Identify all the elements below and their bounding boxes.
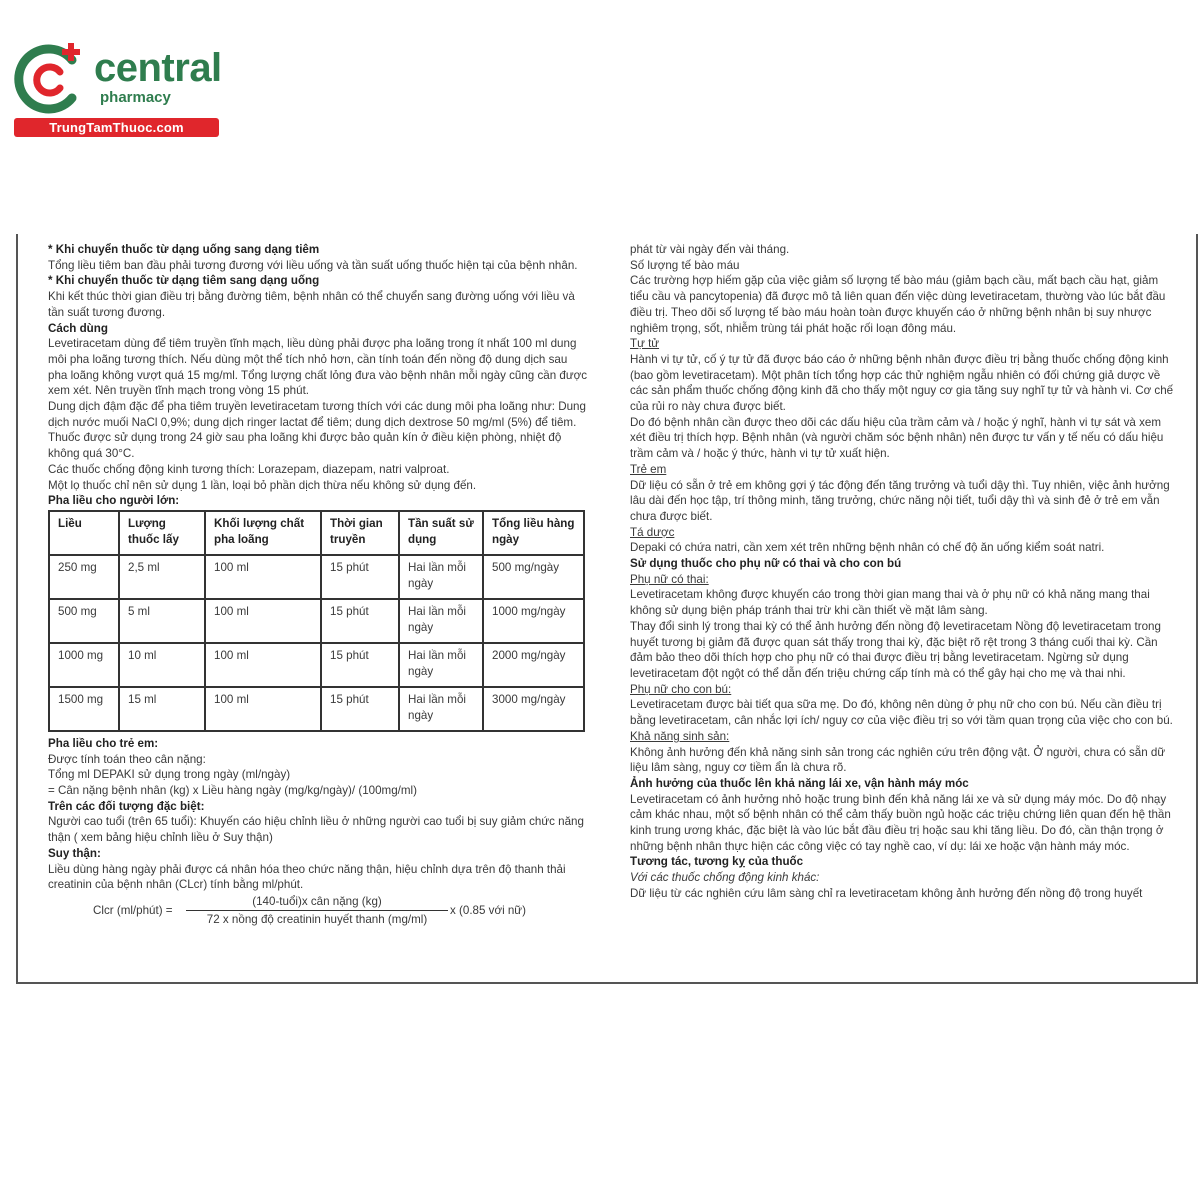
table-cell: 100 ml [205,687,321,731]
table-cell: 100 ml [205,643,321,687]
paragraph: Các trường hợp hiếm gặp của việc giảm số lượng tế bào máu (giảm bạch cầu, mất bạch cầu hạt, giảm tiểu cầu và pancytopenia) đã được mô tả liên quan đến việc dùng levetiracetam, thường vào lúc bắt đầu điều trị. Theo dõi số lượng tế bào máu hoàn toàn được khuyến cáo ở những bệnh nhân bị suy nhược nghiêm trọng, sốt, nhiễm trùng tái phát hoặc rối loạn đông máu. [630,274,1166,335]
subheading-blood-cells: Số lượng tế bào máu [630,258,740,272]
paragraph: Một lọ thuốc chỉ nên sử dụng 1 lần, loại bỏ phần dịch thừa nếu không sử dụng đến. [48,478,477,492]
heading-injection-to-oral: * Khi chuyển thuốc từ dạng tiêm sang dạng uống [48,274,320,288]
heading-driving: Ảnh hưởng của thuốc lên khả năng lái xe, vận hành máy móc [630,776,969,790]
paragraph: Do đó bệnh nhân cần được theo dõi các dấu hiệu của trầm cảm và / hoặc ý nghĩ, hành vi tự sát và xem xét điều trị thích hợp. Bệnh nhân (và người chăm sóc bệnh nhân) nên được tư vấn y tế nếu có dấu hiệu trầm cảm và / hoặc ý thức, hành vi tự tử xuất hiện. [630,415,1164,461]
paragraph: Tổng ml DEPAKI sử dụng trong ngày (ml/ngày) [48,768,291,782]
heading-oral-to-injection: * Khi chuyển thuốc từ dạng uống sang dạng tiêm [48,243,320,256]
table-cell: 100 ml [205,599,321,643]
table-cell: 100 ml [205,555,321,599]
table-header-cell: Liều [49,511,119,555]
logo-name: central [94,46,222,90]
table-cell: Hai lần mỗi ngày [399,555,483,599]
table-cell: 2000 mg/ngày [483,643,584,687]
subheading-excipients: Tá dược [630,525,675,539]
logo-subtitle: pharmacy [100,89,171,106]
paragraph: Không ảnh hưởng đến khả năng sinh sản trong các nghiên cứu trên động vật. Ở người, chưa có sẵn dữ liệu lâm sàng, nguy cơ tiềm ẩn là chưa rõ. [630,745,1166,775]
formula-lhs: Clcr (ml/phút) = [93,903,173,917]
heading-pregnancy-lactation: Sử dụng thuốc cho phụ nữ có thai và cho con bú [630,557,902,571]
paragraph: Levetiracetam được bài tiết qua sữa mẹ. Do đó, không nên dùng ở phụ nữ cho con bú. Nếu cần điều trị bằng levetiracetam, cân nhắc lợi ích/ nguy cơ của việc điều trị so với tầm quan trọng của việc cho con bú. [630,698,1173,728]
paragraph: Được tính toán theo cân nặng: [48,752,206,766]
creatinine-clearance-formula [48,894,588,930]
heading-interactions: Tương tác, tương kỵ của thuốc [630,855,804,869]
table-cell: 15 phút [321,555,399,599]
table-header-row [49,511,584,555]
paragraph: phát từ vài ngày đến vài tháng. [630,243,790,256]
paragraph: Hành vi tự tử, cố ý tự tử đã được báo cáo ở những bệnh nhân được điều trị bằng thuốc chống động kinh (bao gồm levetiracetam). Một phân tích tổng hợp các thử nghiệm ngẫu nhiên có đối chứng giả dược về các sản phẩm thuốc chống động kinh đã cho thấy một nguy cơ gia tăng suy nghĩ tự tử và hành vi. Cơ chế của rủi ro này chưa được biết. [630,352,1174,414]
paragraph: Liều dùng hàng ngày phải được cá nhân hóa theo chức năng thận, hiệu chỉnh dựa trên độ thanh thải creatinin của bệnh nhân (CLcr) tính bằng ml/phút. [48,862,566,892]
table-header-cell: Thời gian truyền [321,511,399,555]
table-header-cell: Khối lượng chất pha loãng [205,511,321,555]
subheading-children: Trẻ em [630,462,667,476]
paragraph: Tổng liều tiêm ban đầu phải tương đương với liều uống và tần suất uống thuốc hiện tại của bệnh nhân. [48,258,578,272]
table-cell: 1500 mg [49,687,119,731]
paragraph: Levetiracetam không được khuyến cáo trong thời gian mang thai và ở phụ nữ có khả năng mang thai không sử dụng biện pháp tránh thai trừ khi cần thiết về mặt lâm sàng. [630,588,1150,618]
table-cell: 15 phút [321,687,399,731]
table-cell: Hai lần mỗi ngày [399,687,483,731]
table-cell: 15 phút [321,643,399,687]
table-cell: 1000 mg [49,643,119,687]
table-cell: 500 mg [49,599,119,643]
table-cell: 10 ml [119,643,205,687]
table-cell: Hai lần mỗi ngày [399,643,483,687]
table-cell: 2,5 ml [119,555,205,599]
table-header-cell: Tần suất sử dụng [399,511,483,555]
heading-cach-dung: Cách dùng [48,321,108,335]
subheading-fertility: Khả năng sinh sản: [630,729,730,743]
central-pharmacy-logo [10,38,225,138]
table-cell: 15 phút [321,599,399,643]
paragraph: Dữ liệu từ các nghiên cứu lâm sàng chỉ ra levetiracetam không ảnh hưởng đến nồng độ trong huyết [630,886,1143,900]
subheading-breastfeeding: Phụ nữ cho con bú: [630,682,732,696]
paragraph: Thay đổi sinh lý trong thai kỳ có thể ảnh hưởng đến nồng độ levetiracetam Nồng độ levetiracetam trong huyết tương bị giảm đã được quan sát thấy trong thai kỳ, đặc biệt rõ rệt trong 3 tháng cuối thai kỳ. Cần đảm bảo theo dõi thích hợp cho phụ nữ có thai được điều trị bằng levetiracetam. Ngừng sử dụng levetiracetam đột ngột có thể dẫn đến triệu chứng cấp tính mà có thể gây hại cho mẹ và thai nhi. [630,619,1161,680]
paragraph: Depaki có chứa natri, cần xem xét trên những bệnh nhân có chế độ ăn uống kiểm soát natri. [630,541,1105,555]
subheading-other-antiepileptics: Với các thuốc chống động kinh khác: [630,871,820,885]
paragraph: Levetiracetam có ảnh hưởng nhỏ hoặc trung bình đến khả năng lái xe và sử dụng máy móc. Do độ nhạy cảm khác nhau, một số bệnh nhân có thể cảm thấy buồn ngủ hoặc các triệu chứng liên quan đến hệ thần kinh trung ương khác, đặc biệt là vào lúc bắt đầu điều trị hoặc sau khi tăng liều. Do đó, cần thận trọng ở những bệnh nhân thực hiện các công việc có tay nghề cao, ví dụ: lái xe hoặc vận hành máy móc. [630,792,1171,853]
table-cell: 500 mg/ngày [483,555,584,599]
formula-numerator: (140-tuổi)x cân nặng (kg) [252,894,382,908]
table-cell: 250 mg [49,555,119,599]
heading-adult-dosing: Pha liều cho người lớn: [48,494,180,508]
paragraph: Dữ liệu có sẵn ở trẻ em không gợi ý tác động đến tăng trưởng và tuổi dậy thì. Tuy nhiên, việc ảnh hưởng lâu dài đến học tập, trí thông minh, tăng trưởng, chức năng nội tiết, tuổi dậy thì và sinh đẻ ở trẻ em vẫn chưa được biết. [630,478,1170,523]
table-cell: Hai lần mỗi ngày [399,599,483,643]
table-header-cell: Tổng liều hàng ngày [483,511,584,555]
table-row [49,687,584,731]
adult-dosing-table [48,510,585,732]
logo-c-cross-icon [10,38,92,120]
table-cell: 5 ml [119,599,205,643]
paragraph: Dung dịch đậm đặc để pha tiêm truyền levetiracetam tương thích với các dung môi pha loãng như: Dung dịch nước muối NaCl 0,9%; dung dịch ringer lactat để tiêm; dung dịch dextrose 50 mg/ml (5%) để tiêm. Thuốc được sử dụng trong 24 giờ sau pha loãng khi được bảo quản kín ở điều kiện phòng, nhiệt độ không quá 30°C. [48,400,586,461]
right-column [630,242,1175,902]
formula-denominator: 72 x nồng độ creatinin huyết thanh (mg/ml) [206,912,428,926]
logo-url-ribbon: TrungTamThuoc.com [14,118,219,137]
heading-child-dosing: Pha liều cho trẻ em: [48,736,159,750]
heading-special-populations: Trên các đối tượng đặc biệt: [48,799,205,813]
left-column [48,242,588,930]
table-row [49,555,584,599]
paragraph: Các thuốc chống động kinh tương thích: Lorazepam, diazepam, natri valproat. [48,462,450,476]
table-row [49,599,584,643]
table-cell: 1000 mg/ngày [483,599,584,643]
table-cell: 15 ml [119,687,205,731]
table-header-cell: Lượng thuốc lấy [119,511,205,555]
table-cell: 3000 mg/ngày [483,687,584,731]
paragraph: Levetiracetam dùng để tiêm truyền tĩnh mạch, liều dùng phải được pha loãng trong ít nhất 100 ml dung môi pha loãng tương thích. Nếu dùng một thể tích nhỏ hơn, cần tính toán đến nồng độ dung dịch sau pha loãng không vượt quá 15 mg/ml. Tổng lượng chất lỏng đưa vào bệnh nhân mỗi ngày cũng cần được xem xét. Nên truyền tĩnh mạch trong vòng 15 phút. [48,337,587,398]
subheading-pregnant-women: Phụ nữ có thai: [630,572,709,586]
paragraph: Khi kết thúc thời gian điều trị bằng đường tiêm, bệnh nhân có thể chuyển sang đường uống với liều và tần suất tương đương. [48,290,575,319]
paragraph: = Cân nặng bệnh nhân (kg) x Liều hàng ngày (mg/kg/ngày)/ (100mg/ml) [48,784,417,798]
subheading-suicide: Tự tử [630,337,660,351]
formula-rhs: x (0.85 với nữ) [450,903,526,917]
formula-fraction [186,894,448,927]
table-row [49,643,584,687]
heading-renal-impairment: Suy thận: [48,846,101,860]
formula-fraction-bar [186,910,448,911]
paragraph: Người cao tuổi (trên 65 tuổi): Khuyến cáo hiệu chỉnh liều ở những người cao tuổi bị suy giảm chức năng thận ( xem bảng hiệu chỉnh liều ở Suy thận) [48,815,584,845]
